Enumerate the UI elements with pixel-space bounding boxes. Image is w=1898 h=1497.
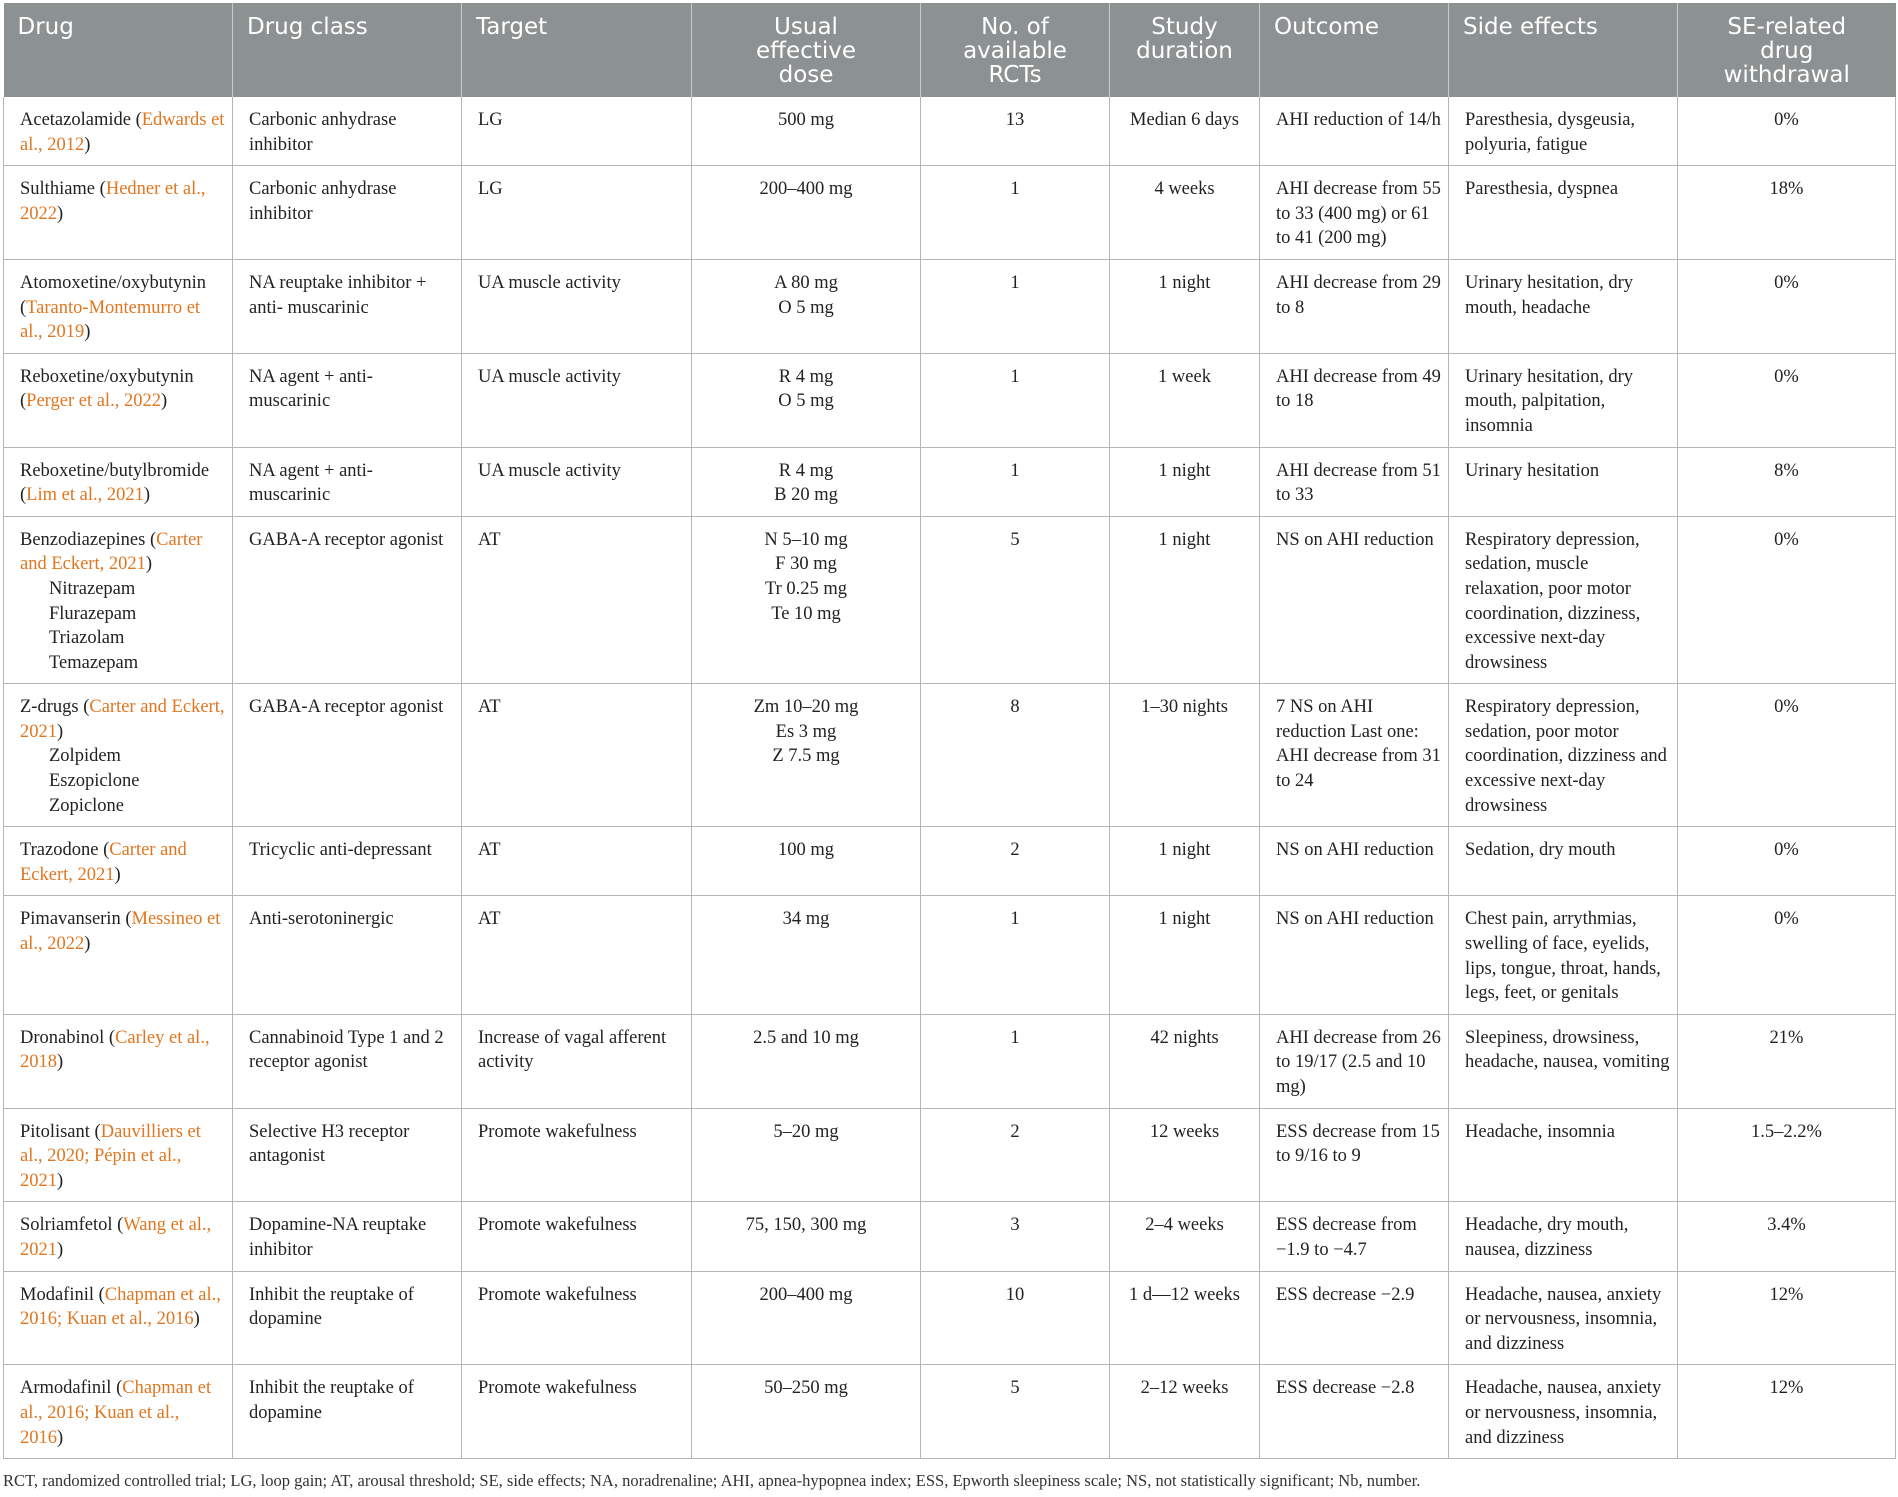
table-row bbox=[4, 1014, 1896, 1108]
rct-count-cell: 2 bbox=[921, 827, 1110, 896]
side-effects-cell: Headache, nausea, anxiety or nervousness, insomnia, and dizziness bbox=[1449, 1365, 1678, 1459]
drug-cell: Solriamfetol (Wang et al., 2021) bbox=[4, 1202, 233, 1271]
drug-table bbox=[3, 3, 1896, 1459]
study-duration-cell: 2–12 weeks bbox=[1110, 1365, 1260, 1459]
drug-name: Trazodone bbox=[20, 840, 99, 861]
rct-count-cell: 1 bbox=[921, 896, 1110, 1014]
withdrawal-cell: 8% bbox=[1678, 447, 1896, 516]
col-header-se-withdrawal: SE-related drug withdrawal bbox=[1678, 3, 1896, 97]
target-cell: UA muscle activity bbox=[462, 259, 692, 353]
drug-component: Eszopiclone bbox=[49, 771, 140, 792]
dose-cell bbox=[692, 1271, 921, 1365]
dose-line: A 80 mg bbox=[774, 272, 838, 293]
drug-name: Modafinil bbox=[20, 1284, 94, 1305]
drug-component: Zopiclone bbox=[49, 795, 125, 816]
dose-cell bbox=[692, 97, 921, 166]
dose-cell bbox=[692, 1365, 921, 1459]
reference-link[interactable]: Messineo et al., 2022 bbox=[20, 909, 221, 955]
drug-name: Reboxetine/oxybutynin bbox=[20, 366, 194, 387]
outcome-cell: AHI reduction of 14/h bbox=[1260, 97, 1449, 166]
rct-count-cell: 13 bbox=[921, 97, 1110, 166]
dose-line: Te 10 mg bbox=[771, 603, 841, 624]
rct-count-cell: 5 bbox=[921, 516, 1110, 684]
dose-line: 200–400 mg bbox=[759, 1284, 853, 1305]
drug-cell: Reboxetine/butylbromide (Lim et al., 2021) bbox=[4, 447, 233, 516]
drug-cell: Benzodiazepines (Carter and Eckert, 2021) Nitrazepam Flurazepam Triazolam Temazepam bbox=[4, 516, 233, 684]
table-row bbox=[4, 896, 1896, 1014]
outcome-cell: AHI decrease from 29 to 8 bbox=[1260, 259, 1449, 353]
outcome-cell: AHI decrease from 49 to 18 bbox=[1260, 353, 1449, 447]
withdrawal-cell: 21% bbox=[1678, 1014, 1896, 1108]
withdrawal-cell: 3.4% bbox=[1678, 1202, 1896, 1271]
study-duration-cell: Median 6 days bbox=[1110, 97, 1260, 166]
table-row bbox=[4, 1271, 1896, 1365]
drug-component: Nitrazepam bbox=[49, 578, 136, 599]
study-duration-cell: 12 weeks bbox=[1110, 1108, 1260, 1202]
drug-class-cell: NA reuptake inhibitor + anti- muscarinic bbox=[233, 259, 462, 353]
dose-cell bbox=[692, 353, 921, 447]
study-duration-cell: 1 week bbox=[1110, 353, 1260, 447]
col-header-rcts: No. of available RCTs bbox=[921, 3, 1110, 97]
withdrawal-cell: 0% bbox=[1678, 896, 1896, 1014]
withdrawal-cell: 1.5–2.2% bbox=[1678, 1108, 1896, 1202]
study-duration-cell: 2–4 weeks bbox=[1110, 1202, 1260, 1271]
drug-component: Flurazepam bbox=[49, 603, 137, 624]
drug-cell: Dronabinol (Carley et al., 2018) bbox=[4, 1014, 233, 1108]
reference-link[interactable]: Dauvilliers et al., 2020; Pépin et al., 2021 bbox=[20, 1121, 201, 1191]
rct-count-cell: 2 bbox=[921, 1108, 1110, 1202]
side-effects-cell: Sedation, dry mouth bbox=[1449, 827, 1678, 896]
table-row bbox=[4, 447, 1896, 516]
table-footnote: RCT, randomized controlled trial; LG, loop gain; AT, arousal threshold; SE, side effects; NA, noradrenaline; AHI, apnea-hypopnea index; ESS, Epworth sleepiness scale; NS, not statistically significant; Nb, number. bbox=[3, 1471, 1421, 1490]
outcome-cell: AHI decrease from 51 to 33 bbox=[1260, 447, 1449, 516]
side-effects-cell: Urinary hesitation, dry mouth, palpitation, insomnia bbox=[1449, 353, 1678, 447]
rct-count-cell: 5 bbox=[921, 1365, 1110, 1459]
study-duration-cell: 1 night bbox=[1110, 516, 1260, 684]
dose-line: 75, 150, 300 mg bbox=[745, 1215, 867, 1236]
withdrawal-cell: 12% bbox=[1678, 1365, 1896, 1459]
drug-name: Z-drugs bbox=[20, 697, 79, 718]
target-cell: Promote wakefulness bbox=[462, 1271, 692, 1365]
table-row bbox=[4, 259, 1896, 353]
table-row bbox=[4, 1202, 1896, 1271]
drug-class-cell: Carbonic anhydrase inhibitor bbox=[233, 97, 462, 166]
study-duration-cell: 1 night bbox=[1110, 827, 1260, 896]
reference-link[interactable]: Lim et al., 2021 bbox=[26, 485, 144, 506]
dose-line: 200–400 mg bbox=[759, 179, 853, 200]
table-row bbox=[4, 684, 1896, 827]
drug-component: Triazolam bbox=[49, 628, 125, 649]
dose-cell bbox=[692, 896, 921, 1014]
dose-line: B 20 mg bbox=[774, 485, 838, 506]
dose-cell bbox=[692, 1014, 921, 1108]
reference-link[interactable]: Hedner et al., 2022 bbox=[20, 179, 206, 224]
study-duration-cell: 42 nights bbox=[1110, 1014, 1260, 1108]
dose-cell bbox=[692, 1202, 921, 1271]
dose-line: 100 mg bbox=[777, 840, 834, 861]
drug-cell: Pitolisant (Dauvilliers et al., 2020; Pépin et al., 2021) bbox=[4, 1108, 233, 1202]
dose-line: 34 mg bbox=[782, 909, 830, 930]
dose-line: 5–20 mg bbox=[773, 1121, 839, 1142]
dose-line: 2.5 and 10 mg bbox=[753, 1027, 859, 1048]
dose-cell bbox=[692, 259, 921, 353]
dose-line: O 5 mg bbox=[778, 391, 834, 412]
dose-line: 500 mg bbox=[777, 110, 834, 130]
col-header-study-duration: Study duration bbox=[1110, 3, 1260, 97]
reference-link[interactable]: Perger et al., 2022 bbox=[26, 391, 161, 412]
drug-cell: Modafinil (Chapman et al., 2016; Kuan et al., 2016) bbox=[4, 1271, 233, 1365]
dose-cell bbox=[692, 684, 921, 827]
study-duration-cell: 1 night bbox=[1110, 896, 1260, 1014]
side-effects-cell: Sleepiness, drowsiness, headache, nausea, vomiting bbox=[1449, 1014, 1678, 1108]
dose-cell bbox=[692, 1108, 921, 1202]
outcome-cell: ESS decrease from −1.9 to −4.7 bbox=[1260, 1202, 1449, 1271]
table-row bbox=[4, 97, 1896, 166]
reference-link[interactable]: Chapman et al., 2016; Kuan et al., 2016 bbox=[20, 1378, 212, 1448]
drug-name: Sulthiame bbox=[20, 179, 96, 200]
drug-class-cell: Cannabinoid Type 1 and 2 receptor agonist bbox=[233, 1014, 462, 1108]
table-row bbox=[4, 166, 1896, 260]
outcome-cell: ESS decrease from 15 to 9/16 to 9 bbox=[1260, 1108, 1449, 1202]
drug-name: Dronabinol bbox=[20, 1027, 105, 1048]
study-duration-cell: 1–30 nights bbox=[1110, 684, 1260, 827]
outcome-cell: 7 NS on AHI reduction Last one: AHI decrease from 31 to 24 bbox=[1260, 684, 1449, 827]
drug-name: Solriamfetol bbox=[20, 1215, 113, 1236]
col-header-drug: Drug bbox=[4, 3, 233, 97]
target-cell: Promote wakefulness bbox=[462, 1108, 692, 1202]
rct-count-cell: 1 bbox=[921, 1014, 1110, 1108]
table-header bbox=[4, 3, 1896, 97]
dose-line: Tr 0.25 mg bbox=[764, 578, 848, 599]
drug-component: Temazepam bbox=[49, 652, 139, 673]
study-duration-cell: 1 night bbox=[1110, 447, 1260, 516]
target-cell: UA muscle activity bbox=[462, 353, 692, 447]
drug-name: Benzodiazepines bbox=[20, 529, 146, 550]
dose-line: R 4 mg bbox=[778, 460, 834, 481]
drug-class-cell: NA agent + anti- muscarinic bbox=[233, 447, 462, 516]
target-cell: AT bbox=[462, 516, 692, 684]
dose-cell bbox=[692, 516, 921, 684]
dose-cell bbox=[692, 447, 921, 516]
dose-line: Zm 10–20 mg bbox=[753, 697, 859, 718]
target-cell: UA muscle activity bbox=[462, 447, 692, 516]
reference-link[interactable]: Carter and Eckert, 2021 bbox=[20, 840, 187, 885]
col-header-dose: Usual effective dose bbox=[692, 3, 921, 97]
drug-name: Armodafinil bbox=[20, 1378, 112, 1399]
study-duration-cell: 1 d—12 weeks bbox=[1110, 1271, 1260, 1365]
drug-cell: Trazodone (Carter and Eckert, 2021) bbox=[4, 827, 233, 896]
drug-name: Atomoxetine/oxybutynin bbox=[20, 272, 207, 293]
table-row bbox=[4, 1365, 1896, 1459]
study-duration-cell: 1 night bbox=[1110, 259, 1260, 353]
withdrawal-cell: 12% bbox=[1678, 1271, 1896, 1365]
table-row bbox=[4, 827, 1896, 896]
col-header-outcome: Outcome bbox=[1260, 3, 1449, 97]
outcome-cell: AHI decrease from 26 to 19/17 (2.5 and 10 mg) bbox=[1260, 1014, 1449, 1108]
col-header-drug-class: Drug class bbox=[233, 3, 462, 97]
drug-cell: Z-drugs (Carter and Eckert, 2021) Zolpidem Eszopiclone Zopiclone bbox=[4, 684, 233, 827]
outcome-cell: AHI decrease from 55 to 33 (400 mg) or 61 to 41 (200 mg) bbox=[1260, 166, 1449, 260]
drug-cell: Sulthiame (Hedner et al., 2022) bbox=[4, 166, 233, 260]
withdrawal-cell: 18% bbox=[1678, 166, 1896, 260]
outcome-cell: NS on AHI reduction bbox=[1260, 827, 1449, 896]
target-cell: LG bbox=[462, 166, 692, 260]
study-duration-cell: 4 weeks bbox=[1110, 166, 1260, 260]
rct-count-cell: 8 bbox=[921, 684, 1110, 827]
table-body bbox=[4, 97, 1896, 1459]
outcome-cell: NS on AHI reduction bbox=[1260, 896, 1449, 1014]
table-row bbox=[4, 516, 1896, 684]
dose-line: 50–250 mg bbox=[764, 1378, 848, 1399]
side-effects-cell: Respiratory depression, sedation, muscle relaxation, poor motor coordination, dizziness, excessive next-day drowsiness bbox=[1449, 516, 1678, 684]
dose-line: Es 3 mg bbox=[775, 721, 837, 742]
dose-line: F 30 mg bbox=[775, 554, 837, 575]
drug-cell: Armodafinil (Chapman et al., 2016; Kuan et al., 2016) bbox=[4, 1365, 233, 1459]
side-effects-cell: Headache, nausea, anxiety or nervousness, insomnia, and dizziness bbox=[1449, 1271, 1678, 1365]
side-effects-cell: Headache, insomnia bbox=[1449, 1108, 1678, 1202]
reference-link[interactable]: Carter and Eckert, 2021 bbox=[20, 697, 225, 742]
outcome-cell: NS on AHI reduction bbox=[1260, 516, 1449, 684]
reference-link[interactable]: Taranto-Montemurro et al., 2019 bbox=[20, 297, 201, 343]
col-header-side-effects: Side effects bbox=[1449, 3, 1678, 97]
col-header-target: Target bbox=[462, 3, 692, 97]
rct-count-cell: 1 bbox=[921, 447, 1110, 516]
withdrawal-cell: 0% bbox=[1678, 516, 1896, 684]
dose-line: Z 7.5 mg bbox=[772, 746, 840, 767]
drug-class-cell: Carbonic anhydrase inhibitor bbox=[233, 166, 462, 260]
drug-cell: Acetazolamide (Edwards et al., 2012) bbox=[4, 97, 233, 166]
drug-class-cell: NA agent + anti- muscarinic bbox=[233, 353, 462, 447]
reference-link[interactable]: Carter and Eckert, 2021 bbox=[20, 529, 203, 575]
side-effects-cell: Chest pain, arrythmias, swelling of face, eyelids, lips, tongue, throat, hands, legs, feet, or genitals bbox=[1449, 896, 1678, 1014]
dose-line: N 5–10 mg bbox=[764, 529, 848, 550]
drug-name: Pimavanserin bbox=[20, 909, 121, 930]
side-effects-cell: Headache, dry mouth, nausea, dizziness bbox=[1449, 1202, 1678, 1271]
drug-table-container bbox=[3, 3, 1895, 1459]
drug-component: Zolpidem bbox=[49, 746, 121, 767]
table-row bbox=[4, 1108, 1896, 1202]
drug-name: Reboxetine/butylbromide bbox=[20, 460, 210, 481]
withdrawal-cell: 0% bbox=[1678, 684, 1896, 827]
outcome-cell: ESS decrease −2.9 bbox=[1260, 1271, 1449, 1365]
drug-class-cell: GABA-A receptor agonist bbox=[233, 684, 462, 827]
reference-link[interactable]: Chapman et al., 2016; Kuan et al., 2016 bbox=[20, 1284, 221, 1330]
header-row bbox=[4, 3, 1896, 97]
side-effects-cell: Urinary hesitation bbox=[1449, 447, 1678, 516]
drug-cell: Atomoxetine/oxybutynin (Taranto-Montemurro et al., 2019) bbox=[4, 259, 233, 353]
drug-class-cell: Anti-serotoninergic bbox=[233, 896, 462, 1014]
withdrawal-cell: 0% bbox=[1678, 827, 1896, 896]
target-cell: Promote wakefulness bbox=[462, 1202, 692, 1271]
drug-class-cell: Inhibit the reuptake of dopamine bbox=[233, 1365, 462, 1459]
rct-count-cell: 1 bbox=[921, 353, 1110, 447]
target-cell: Increase of vagal afferent activity bbox=[462, 1014, 692, 1108]
drug-cell: Pimavanserin (Messineo et al., 2022) bbox=[4, 896, 233, 1014]
target-cell: Promote wakefulness bbox=[462, 1365, 692, 1459]
table-row bbox=[4, 353, 1896, 447]
drug-class-cell: Inhibit the reuptake of dopamine bbox=[233, 1271, 462, 1365]
drug-class-cell: Selective H3 receptor antagonist bbox=[233, 1108, 462, 1202]
drug-class-cell: GABA-A receptor agonist bbox=[233, 516, 462, 684]
outcome-cell: ESS decrease −2.8 bbox=[1260, 1365, 1449, 1459]
target-cell: AT bbox=[462, 896, 692, 1014]
rct-count-cell: 1 bbox=[921, 166, 1110, 260]
dose-line: R 4 mg bbox=[778, 366, 834, 387]
target-cell: LG bbox=[462, 97, 692, 166]
reference-link[interactable]: Carley et al., 2018 bbox=[20, 1027, 210, 1073]
drug-name: Acetazolamide bbox=[20, 110, 131, 130]
target-cell: AT bbox=[462, 827, 692, 896]
drug-class-cell: Dopamine-NA reuptake inhibitor bbox=[233, 1202, 462, 1271]
dose-line: O 5 mg bbox=[778, 297, 834, 318]
withdrawal-cell: 0% bbox=[1678, 97, 1896, 166]
drug-class-cell: Tricyclic anti-depressant bbox=[233, 827, 462, 896]
reference-link[interactable]: Wang et al., 2021 bbox=[20, 1215, 212, 1260]
side-effects-cell: Urinary hesitation, dry mouth, headache bbox=[1449, 259, 1678, 353]
rct-count-cell: 10 bbox=[921, 1271, 1110, 1365]
side-effects-cell: Paresthesia, dysgeusia, polyuria, fatigue bbox=[1449, 97, 1678, 166]
withdrawal-cell: 0% bbox=[1678, 259, 1896, 353]
drug-name: Pitolisant bbox=[20, 1121, 90, 1142]
dose-cell bbox=[692, 166, 921, 260]
reference-link[interactable]: Edwards et al., 2012 bbox=[20, 110, 225, 155]
drug-cell: Reboxetine/oxybutynin (Perger et al., 2022) bbox=[4, 353, 233, 447]
side-effects-cell: Paresthesia, dyspnea bbox=[1449, 166, 1678, 260]
withdrawal-cell: 0% bbox=[1678, 353, 1896, 447]
side-effects-cell: Respiratory depression, sedation, poor motor coordination, dizziness and excessive next-day drowsiness bbox=[1449, 684, 1678, 827]
rct-count-cell: 1 bbox=[921, 259, 1110, 353]
rct-count-cell: 3 bbox=[921, 1202, 1110, 1271]
dose-cell bbox=[692, 827, 921, 896]
target-cell: AT bbox=[462, 684, 692, 827]
